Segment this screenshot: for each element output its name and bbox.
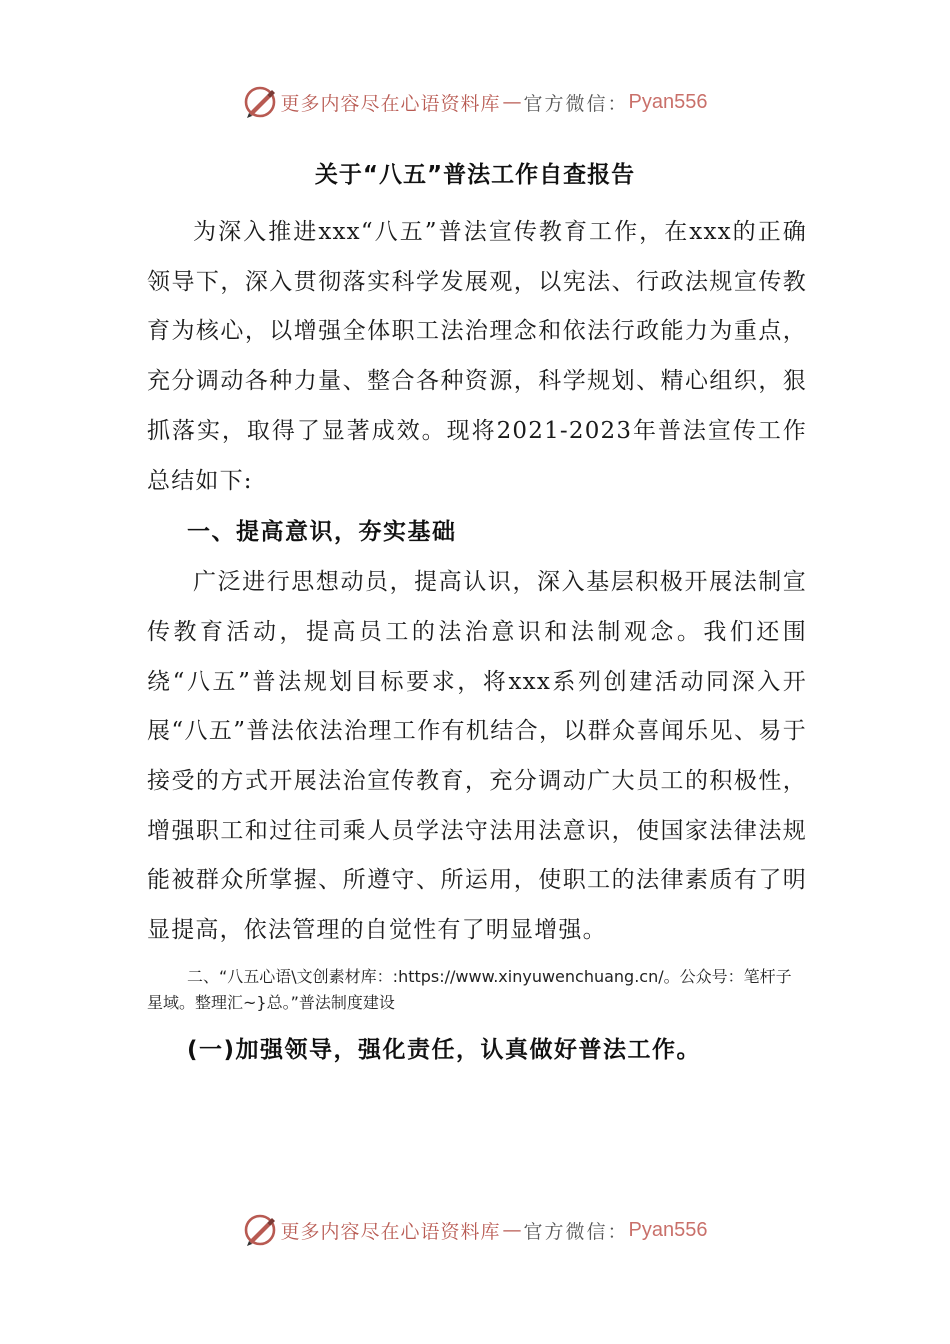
document-body	[147, 208, 807, 1070]
section1-paragraph: 广泛进行思想动员，提高认识，深入基层积极开展法制宣传教育活动，提高员工的法治意识和法制观念。我们还围绕“八五”普法规划目标要求，将xxx系列创建活动同深入开展“八五”普法依法治理工作有机结合，以群众喜闻乐见、易于接受的方式开展法治宣传教育，充分调动广大员工的积极性，增强职工和过往司乘人员学法守法用法意识，使国家法律法规能被群众所掌握、所遵守、所运用，使职工的法律素质有了明显提高，依法管理的自觉性有了明显增强。	[147, 569, 807, 944]
document-title: 关于“八五”普法工作自查报告	[314, 162, 636, 188]
subsection-heading-1: (一)加强领导，强化责任，认真做好普法工作。	[187, 1036, 702, 1063]
watermark-wechat-id: Pyan556	[628, 1218, 708, 1241]
watermark-text: 更多内容尽在心语资料库	[280, 92, 501, 115]
watermark-banner-bottom	[0, 1210, 950, 1250]
section2-note: 二、“八五心语\文创素材库：:https://www.xinyuwenchuang.cn/。公众号：笔杆子星域。整理汇~}总。”普法制度建设	[147, 966, 792, 1012]
pen-circle-logo-icon	[243, 1213, 277, 1247]
watermark-dash: —	[502, 91, 522, 113]
section-heading-1: 一、提高意识，夯实基础	[187, 519, 457, 546]
pen-circle-logo-icon	[243, 85, 277, 119]
watermark-banner-top	[0, 82, 950, 122]
intro-paragraph: 为深入推进xxx“八五”普法宣传教育工作，在xxx的正确领导下，深入贯彻落实科学发展观，以宪法、行政法规宣传教育为核心，以增强全体职工法治理念和依法行政能力为重点，充分调动各种力量、整合各种资源，科学规划、精心组织，狠抓落实，取得了显著成效。现将2021-2023年普法宣传工作总结如下:	[147, 219, 807, 494]
watermark-text: 更多内容尽在心语资料库	[280, 1220, 501, 1243]
watermark-wechat-label: 官方微信：	[523, 1220, 629, 1243]
watermark-dash: —	[502, 1219, 522, 1241]
watermark-wechat-id: Pyan556	[628, 90, 708, 113]
watermark-wechat-label: 官方微信：	[523, 92, 629, 115]
